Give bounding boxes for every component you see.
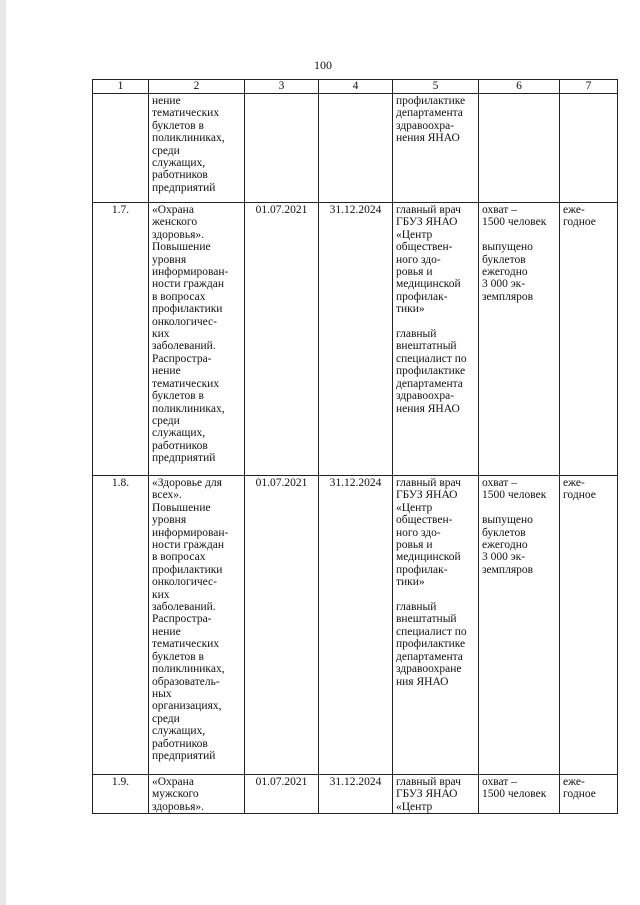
table-header-row bbox=[93, 80, 618, 94]
end-date-cell: 31.12.2024 bbox=[319, 476, 393, 775]
row-number-cell bbox=[93, 94, 149, 203]
result-cell: охват – 1500 человек выпущено буклетов ежегодно 3 000 эк- земпляров bbox=[479, 476, 560, 775]
column-header: 4 bbox=[319, 80, 393, 94]
document-page bbox=[6, 0, 640, 905]
table-row bbox=[93, 775, 618, 814]
frequency-cell bbox=[560, 94, 618, 203]
activities-table bbox=[92, 79, 618, 814]
activity-name-cell: «Здоровье для всех». Повышение уровня информирован- ности граждан в вопросах профилактики онкологичес- ких заболеваний. Распростра- нение тематических буклетов в поликлиниках, образователь- ных организациях, среди служащих, работников предприятий bbox=[149, 476, 245, 775]
result-cell bbox=[479, 94, 560, 203]
table-row bbox=[93, 476, 618, 775]
activity-name-cell: нение тематических буклетов в поликлиниках, среди служащих, работников предприятий bbox=[149, 94, 245, 203]
column-header: 6 bbox=[479, 80, 560, 94]
start-date-cell: 01.07.2021 bbox=[245, 476, 319, 775]
frequency-cell: еже- годное bbox=[560, 476, 618, 775]
frequency-cell: еже- годное bbox=[560, 775, 618, 814]
result-cell: охват – 1500 человек bbox=[479, 775, 560, 814]
row-number-cell: 1.7. bbox=[93, 203, 149, 476]
table-row bbox=[93, 203, 618, 476]
start-date-cell: 01.07.2021 bbox=[245, 203, 319, 476]
column-header: 1 bbox=[93, 80, 149, 94]
row-number-cell: 1.8. bbox=[93, 476, 149, 775]
responsible-cell: главный врач ГБУЗ ЯНАО «Центр обществен- ного здо- ровья и медицинской профилак- тики» главный внештатный специалист по профилактике департамента здравоохра- нения ЯНАО bbox=[393, 203, 479, 476]
table-row bbox=[93, 94, 618, 203]
column-header: 5 bbox=[393, 80, 479, 94]
page-number: 100 bbox=[314, 58, 332, 72]
end-date-cell: 31.12.2024 bbox=[319, 203, 393, 476]
result-cell: охват – 1500 человек выпущено буклетов ежегодно 3 000 эк- земпляров bbox=[479, 203, 560, 476]
responsible-cell: главный врач ГБУЗ ЯНАО «Центр bbox=[393, 775, 479, 814]
responsible-cell: главный врач ГБУЗ ЯНАО «Центр обществен- ного здо- ровья и медицинской профилак- тики» главный внештатный специалист по профилактике департамента здравоохране ния ЯНАО bbox=[393, 476, 479, 775]
frequency-cell: еже- годное bbox=[560, 203, 618, 476]
responsible-cell: профилактике департамента здравоохра- нения ЯНАО bbox=[393, 94, 479, 203]
activity-name-cell: «Охрана женского здоровья». Повышение уровня информирован- ности граждан в вопросах профилактики онкологичес- ких заболеваний. Распростра- нение тематических буклетов в поликлиниках, среди служащих, работников предприятий bbox=[149, 203, 245, 476]
row-number-cell: 1.9. bbox=[93, 775, 149, 814]
start-date-cell: 01.07.2021 bbox=[245, 775, 319, 814]
column-header: 2 bbox=[149, 80, 245, 94]
activity-name-cell: «Охрана мужского здоровья». bbox=[149, 775, 245, 814]
start-date-cell bbox=[245, 94, 319, 203]
end-date-cell: 31.12.2024 bbox=[319, 775, 393, 814]
end-date-cell bbox=[319, 94, 393, 203]
column-header: 3 bbox=[245, 80, 319, 94]
column-header: 7 bbox=[560, 80, 618, 94]
